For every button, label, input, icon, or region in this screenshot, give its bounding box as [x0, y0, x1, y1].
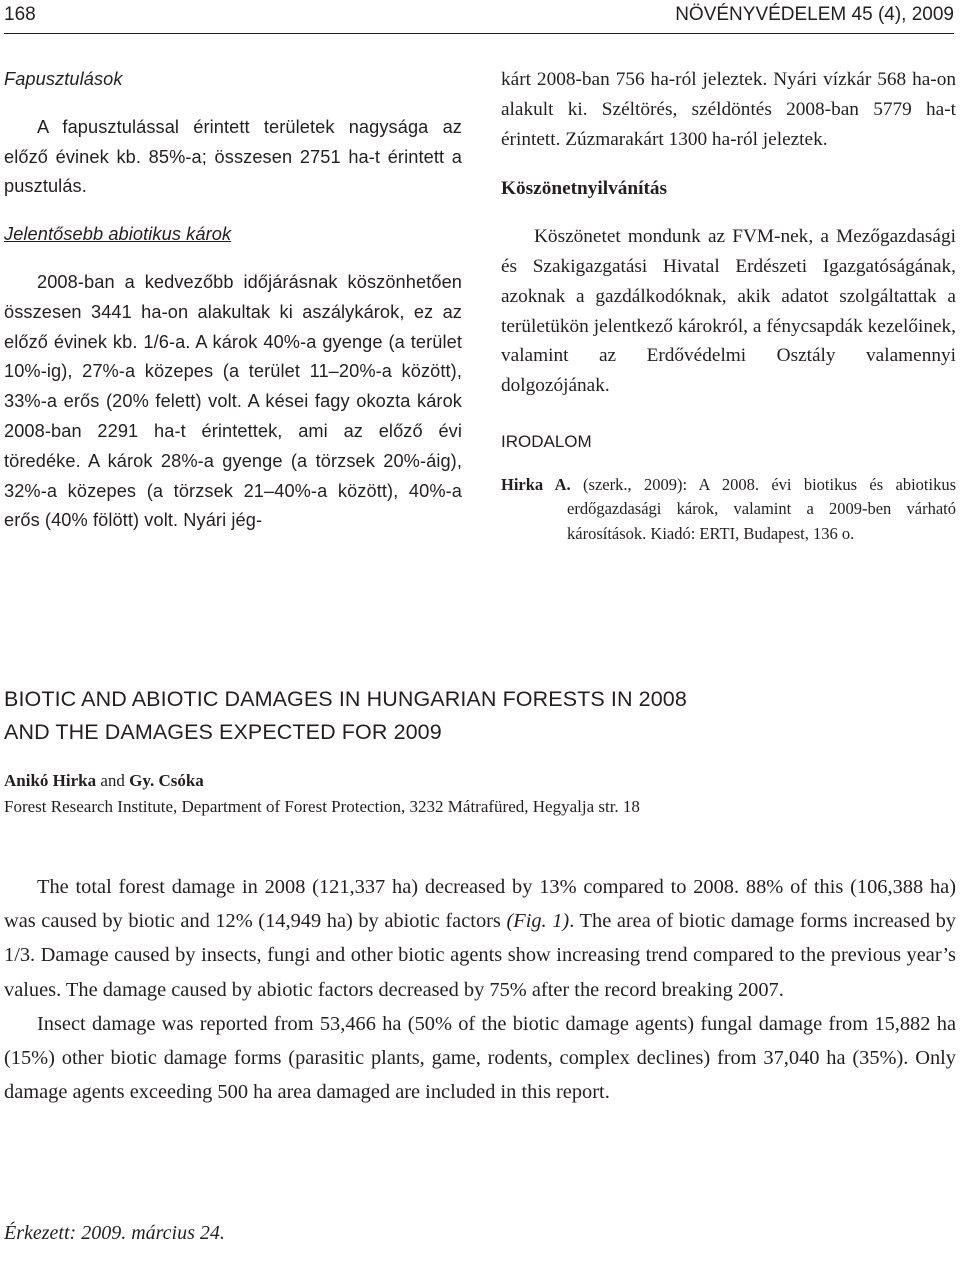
author-and: and [96, 771, 130, 790]
paragraph-fapusztulas: A fapusztulással érintett területek nagysága az előző évinek kb. 85%-a; összesen 2751 ha-t érintett a pusztulás. [4, 116, 462, 197]
english-abstract [4, 870, 956, 1109]
page-number: 168 [4, 4, 36, 25]
english-title [4, 683, 904, 749]
english-title-line2: AND THE DAMAGES EXPECTED FOR 2009 [4, 720, 442, 744]
paragraph-abiotikus: 2008-ban a kedvezőbb időjárásnak köszönhetően összesen 3441 ha-on alakultak ki aszálykárok, ez az előző évinek kb. 1/6-a. A károk 40%-a gyenge (a terület 10%-ig), 27%-a közepes (a terület 11–20%-a között), 33%-a erős (20% felett) volt. A kései fagy okozta károk 2008-ban 2291 ha-t érintettek, ami az előző évi töredéke. A károk 28%-a gyenge (a törzsek 20%-áig), 32%-a közepes (a törzsek 21–40%-a között), 40%-a erős (40% fölött) volt. Nyári jég- [4, 271, 462, 531]
affiliation: Forest Research Institute, Department of Forest Protection, 3232 Mátrafüred, Hegyalja str. 18 [4, 797, 640, 816]
reference-text: (szerk., 2009): A 2008. évi biotikus és abiotikus erdőgazdasági károk, valamint a 2009-ben várható károsítások. Kiadó: ERTI, Budapest, 136 o. [567, 474, 956, 543]
reference-entry [501, 473, 956, 547]
figure-reference: (Fig. 1) [506, 910, 570, 933]
english-title-line1: BIOTIC AND ABIOTIC DAMAGES IN HUNGARIAN FORESTS IN 2008 [4, 687, 687, 711]
section-heading-fapusztulasok: Fapusztulások [4, 69, 123, 89]
acknowledgement-heading: Köszönetnyilvánítás [501, 178, 668, 200]
left-column [4, 65, 462, 536]
acknowledgement-text: Köszönetet mondunk az FVM-nek, a Mezőgazdasági és Szakigazgatási Hivatal Erdészeti Igazgatóságának, azoknak a gazdálkodóknak, akik adatot szolgáltattak a területükön jelentkező károkról, a fénycsapdák kezelőinek, valamint az Erdővédelmi Osztály valamennyi dolgozójának. [501, 226, 956, 397]
references-heading: IRODALOM [501, 431, 592, 451]
abstract-paragraph-1: The total forest damage in 2008 (121,337 ha) decreased by 13% compared to 2008. 88% of this (106,388 ha) was caused by biotic and 12% (14,949 ha) by abiotic factors (Fig. 1). The area of biotic damage forms increased by 1/3. Damage caused by insects, fungi and other biotic agents show increasing trend compared to the previous year’s values. The damage caused by abiotic factors decreased by 75% after the record breaking 2007. [4, 876, 956, 1001]
author-2: Gy. Csóka [129, 771, 204, 790]
section-heading-abiotikus: Jelentősebb abiotikus károk [4, 224, 232, 245]
paragraph-continuation: kárt 2008-ban 756 ha-ról jeleztek. Nyári vízkár 568 ha-on alakult ki. Széltörés, széldöntés 2008-ban 5779 ha-t érintett. Zúzmarakárt 1300 ha-ról jeleztek. [501, 69, 956, 150]
journal-citation: NÖVÉNYVÉDELEM 45 (4), 2009 [675, 4, 954, 25]
reference-author: Hirka A. [501, 474, 571, 494]
right-column [501, 65, 956, 546]
author-1: Anikó Hirka [4, 771, 97, 790]
received-date: Érkezett: 2009. március 24. [4, 1222, 225, 1244]
abstract-paragraph-2: Insect damage was reported from 53,466 ha (50% of the biotic damage agents) fungal damage from 15,882 ha (15%) other biotic damage forms (parasitic plants, game, rodents, complex declines) from 37,040 ha (35%). Only damage agents exceeding 500 ha area damaged are included in this report. [4, 1012, 956, 1104]
header-rule [4, 33, 954, 34]
authors [4, 768, 204, 794]
running-header [4, 4, 954, 30]
